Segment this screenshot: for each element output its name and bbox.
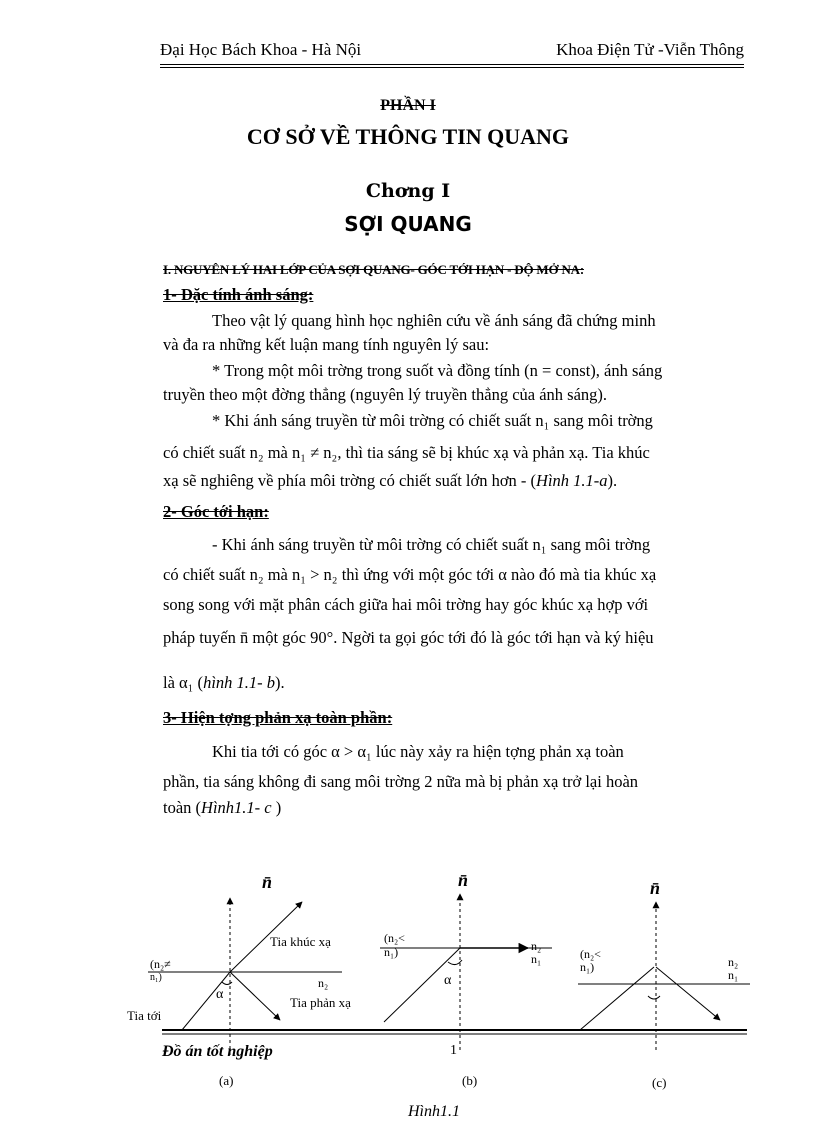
s3-line: Khi tia tới có góc α > α₁ lúc này xảy ra hiện tợng phản xạ toàn — [212, 742, 624, 761]
subsection-2-heading: 2- Góc tới hạn: — [163, 502, 269, 521]
diagram-a — [127, 872, 351, 1055]
header-left: Đại Học Bách Khoa - Hà Nội — [160, 40, 362, 59]
incident-ray — [580, 967, 654, 1030]
figure-ref: hình 1.1- b — [203, 673, 276, 692]
header-rule-2 — [160, 67, 744, 68]
page-number: 1 — [450, 1043, 457, 1058]
part-title: CƠ SỞ VỀ THÔNG TIN QUANG — [246, 124, 570, 149]
chapter-title: SỢI QUANG — [344, 212, 472, 236]
s3-line: phần, tia sáng không đi sang môi trờng 2 nữa mà bị phản xạ trở lại hoàn — [163, 772, 639, 791]
s2-line: là α₁ (hình 1.1- b). — [163, 673, 285, 692]
part-label: PHẦN I — [380, 97, 436, 114]
label-incident: Tia tới — [127, 1008, 162, 1023]
caption-a: (a) — [219, 1073, 234, 1088]
s2-line: có chiết suất n₂ mà n₁ > n₂ thì ứng với một góc tới α nào đó mà tia khúc xạ — [163, 565, 657, 584]
label-refracted: Tia khúc xạ — [270, 934, 331, 949]
s1-line: và đa ra những kết luận mang tính nguyên lý sau: — [163, 335, 490, 354]
section-heading: I. NGUYÊN LÝ HAI LỚP CỦA SỢI QUANG- GÓC TỚI HẠN - ĐỘ MỞ NA: — [163, 262, 584, 277]
figure-ref: Hình1.1- c — [201, 798, 272, 817]
alpha-symbol: α — [444, 973, 452, 988]
normal-symbol: n̄ — [458, 870, 469, 890]
s1-line: * Khi ánh sáng truyền từ môi trờng có chiết suất n₁ sang môi trờng — [212, 411, 653, 430]
diagram-b — [380, 870, 552, 1050]
s2-line: - Khi ánh sáng truyền từ môi trờng có chiết suất n₁ sang môi trờng — [212, 535, 651, 554]
reflected-ray — [656, 967, 720, 1020]
label-reflected: Tia phản xạ — [290, 995, 351, 1010]
label-medium: (n₂< — [580, 947, 601, 961]
chapter-label: Chơng I — [365, 180, 451, 202]
label-medium-2: n₁) — [384, 945, 399, 959]
header-right: Khoa Điện Tử -Viễn Thông — [556, 40, 744, 59]
label-medium-2: n₁) — [580, 960, 595, 974]
s1-line: có chiết suất n₂ mà n₁ ≠ n₂, thì tia sáng sẽ bị khúc xạ và phản xạ. Tia khúc — [163, 443, 650, 462]
subsection-1-heading: 1- Đặc tính ánh sáng: — [163, 285, 314, 304]
label-n2: n₂ — [318, 976, 329, 990]
s1-line: xạ sẽ nghiêng về phía môi trờng có chiết suất lớn hơn - (Hình 1.1-a). — [163, 471, 618, 490]
s1-line: * Trong một môi trờng trong suốt và đồng tính (n = const), ánh sáng — [212, 361, 663, 380]
normal-symbol: n̄ — [650, 878, 661, 898]
s2-line: pháp tuyến n̄ một góc 90°. Ngời ta gọi góc tới đó là góc tới hạn và ký hiệu — [163, 628, 654, 647]
reflected-ray — [230, 972, 280, 1020]
label-medium-2: n₁) — [150, 972, 162, 983]
figure-1-1 — [0, 860, 816, 1123]
label-n1: n₁ — [728, 968, 739, 982]
caption-c: (c) — [652, 1075, 667, 1090]
caption-b: (b) — [462, 1073, 478, 1088]
figure-ref: Hình 1.1-a — [536, 471, 608, 490]
label-n2: n₂ — [531, 939, 542, 953]
footer-text: Đồ án tốt nghiệp — [162, 1043, 273, 1060]
normal-symbol: n̄ — [262, 872, 273, 892]
header-rule — [160, 64, 744, 65]
subsection-3-heading: 3- Hiện tợng phản xạ toàn phần: — [163, 708, 393, 727]
figure-caption: Hình1.1 — [408, 1103, 460, 1120]
diagram-c — [578, 878, 750, 1050]
alpha-symbol: α — [216, 987, 224, 1002]
label-medium: (n₂< — [384, 931, 405, 945]
s2-line: song song với mặt phân cách giữa hai môi trờng hay góc khúc xạ hợp với — [163, 595, 649, 614]
s1-line: Theo vật lý quang hình học nghiên cứu về ánh sáng đã chứng minh — [212, 311, 656, 330]
angle-arc — [648, 996, 660, 999]
label-n1: n₁ — [531, 952, 542, 966]
s3-line: toàn (Hình1.1- c ) — [163, 798, 282, 817]
label-medium: (n₂≠ — [150, 957, 171, 971]
s1-line: truyền theo một đờng thẳng (nguyên lý truyền thẳng của ánh sáng). — [163, 385, 608, 404]
label-n2: n₂ — [728, 955, 739, 969]
